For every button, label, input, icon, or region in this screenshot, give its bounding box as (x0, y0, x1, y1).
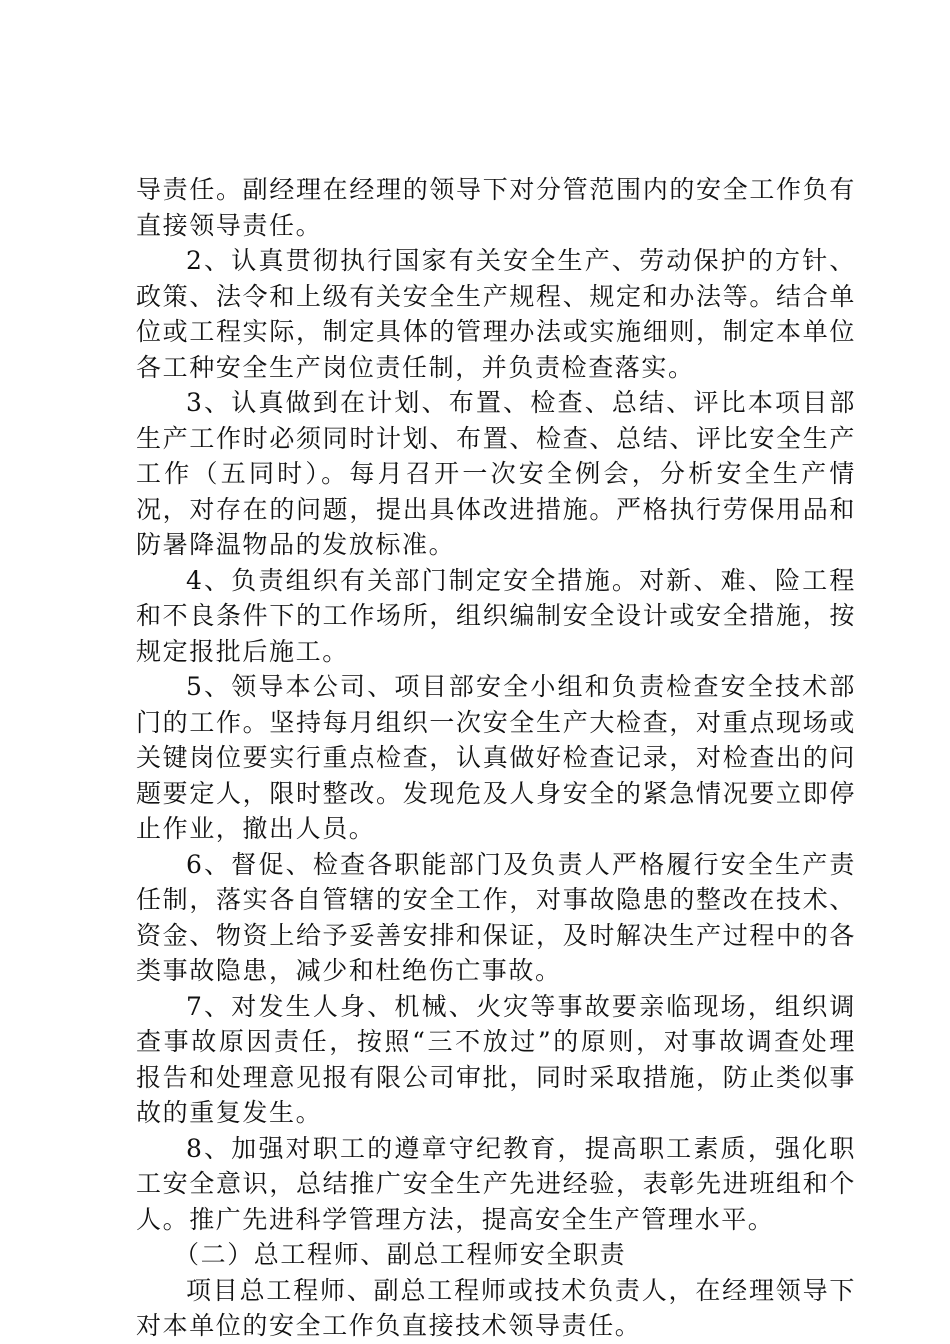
paragraph-item-8: 8、加强对职工的遵章守纪教育，提高职工素质，强化职工安全意识，总结推广安全生产先进经验，表彰先进班组和个人。推广先进科学管理方法，提高安全生产管理水平。 (136, 1133, 856, 1234)
paragraph-item-4: 4、负责组织有关部门制定安全措施。对新、难、险工程和不良条件下的工作场所，组织编制安全设计或安全措施，按规定报批后施工。 (136, 565, 856, 666)
paragraph-item-3: 3、认真做到在计划、布置、检查、总结、评比本项目部生产工作时必须同时计划、布置、检查、总结、评比安全生产工作（五同时）。每月召开一次安全例会，分析安全生产情况，对存在的问题，提出具体改进措施。严格执行劳保用品和防暑降温物品的发放标准。 (136, 388, 856, 559)
section-heading: （二）总工程师、副总工程师安全职责 (174, 1240, 627, 1269)
paragraph-item-7: 7、对发生人身、机械、火灾等事故要亲临现场，组织调查事故原因责任，按照“三不放过”的原则，对事故调查处理报告和处理意见报有限公司审批，同时采取措施，防止类似事故的重复发生。 (136, 991, 856, 1127)
document-body (136, 172, 856, 1344)
paragraph-item-5: 5、领导本公司、项目部安全小组和负责检查安全技术部门的工作。坚持每月组织一次安全生产大检查，对重点现场或关键岗位要实行重点检查，认真做好检查记录，对检查出的问题要定人，限时整改。发现危及人身安全的紧急情况要立即停止作业，撤出人员。 (136, 672, 856, 843)
paragraph-continuation: 导责任。副经理在经理的领导下对分管范围内的安全工作负有直接领导责任。 (136, 175, 856, 240)
paragraph-item-2: 2、认真贯彻执行国家有关安全生产、劳动保护的方针、政策、法令和上级有关安全生产规程、规定和办法等。结合单位或工程实际，制定具体的管理办法或实施细则，制定本单位各工种安全生产岗位责任制，并负责检查落实。 (136, 246, 856, 382)
paragraph-chief-engineer: 项目总工程师、副总工程师或技术负责人，在经理领导下对本单位的安全工作负直接技术领导责任。 (136, 1275, 856, 1340)
paragraph-item-6: 6、督促、检查各职能部门及负责人严格履行安全生产责任制，落实各自管辖的安全工作，对事故隐患的整改在技术、资金、物资上给予妥善安排和保证，及时解决生产过程中的各类事故隐患，减少和杜绝伤亡事故。 (136, 849, 856, 985)
